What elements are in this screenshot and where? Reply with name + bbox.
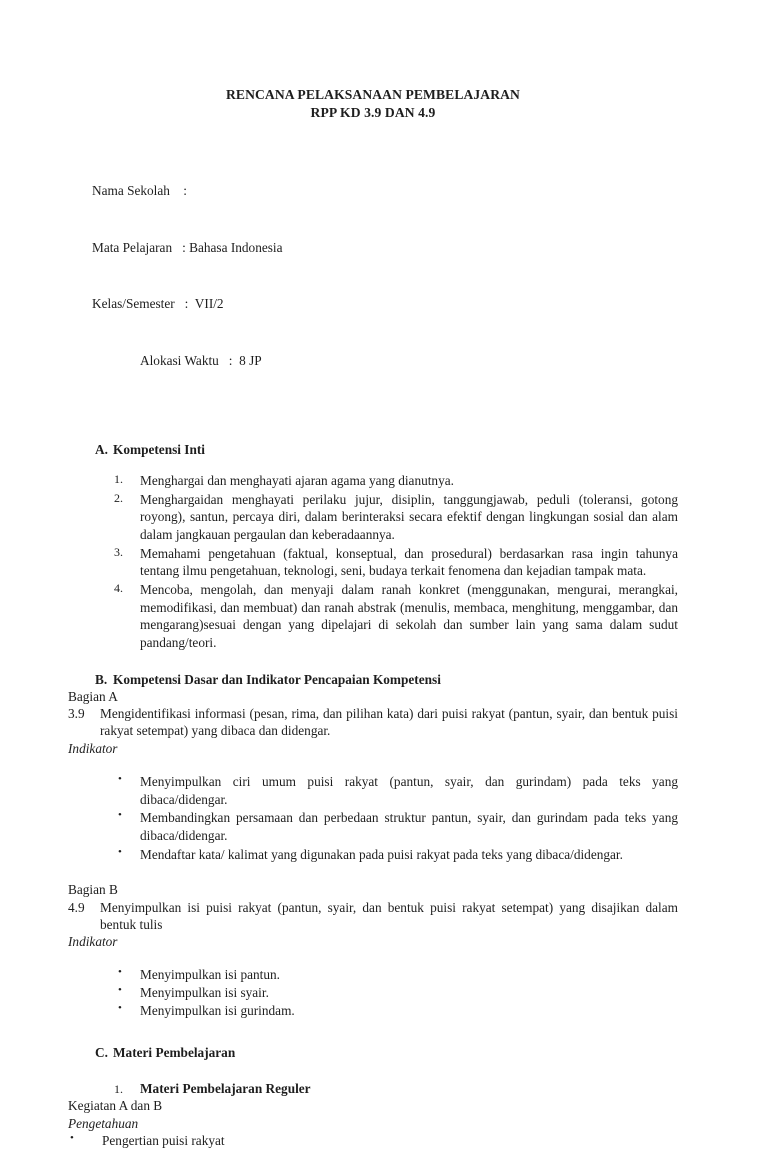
list-item-text: Menyimpulkan isi gurindam. [140, 1002, 295, 1018]
list-item-text: Menyimpulkan isi syair. [140, 985, 269, 1001]
list-item-text: Menghargai dan menghayati ajaran agama yang dianutnya. [140, 472, 454, 488]
kd-text: Menyimpulkan isi puisi rakyat (pantun, syair, dan bentuk puisi rakyat setempat) yang disajikan dalam bentuk tulis [100, 899, 678, 932]
kd-bagian-b [68, 899, 678, 934]
lesson-meta-block [68, 144, 678, 408]
list-item-text: Menghargaidan menghayati perilaku jujur, disiplin, tanggungjawab, peduli (toleransi, gotong royong), santun, percaya diri, dalam berinteraksi secara efektif dengan lingkungan sosial dan alam dalam jangkauan pergaulan dan keberadaannya. [140, 491, 678, 542]
materi-reguler-number: 1. [114, 1081, 123, 1096]
section-letter-a: A. [95, 441, 108, 457]
kompetensi-inti-list [68, 472, 678, 652]
bullet-icon: • [118, 809, 122, 822]
kd-number: 3.9 [68, 706, 85, 722]
bullet-icon: • [118, 966, 122, 979]
list-item-text: Mencoba, mengolah, dan menyaji dalam ranah konkret (menggunakan, mengurai, merangkai, memodifikasi, dan membuat) dan ranah abstrak (menulis, membaca, menghitung, menggambar, dan mengarang)sesuai dengan yang dipelajari di sekolah dan sumber lain yang sama dalam sudut pandang/teori. [140, 581, 678, 650]
pengetahuan-label: Pengetahuan [68, 1115, 139, 1131]
section-letter-b: B. [95, 671, 108, 687]
spacer [68, 950, 678, 957]
section-title-a: Kompetensi Inti [113, 441, 205, 457]
section-heading-a [68, 441, 678, 458]
list-item-text: Menyimpulkan ciri umum puisi rakyat (pantun, syair, dan gurindam) pada teks yang dibaca/didengar. [140, 774, 678, 807]
bullet-icon: • [118, 984, 122, 997]
bullet-icon: • [118, 1001, 122, 1014]
meta-mata-pelajaran: Mata Pelajaran : Bahasa Indonesia [92, 239, 283, 255]
section-heading-b [68, 671, 678, 688]
list-item-text: Membandingkan persamaan dan perbedaan struktur pantun, syair, dan gurindam pada teks yang dibaca/didengar. [140, 810, 678, 844]
section-heading-c [68, 1044, 678, 1061]
meta-nama-sekolah: Nama Sekolah : [92, 183, 187, 199]
list-item [68, 1002, 678, 1020]
kd-bagian-a [68, 705, 678, 740]
list-item-number: 3. [114, 544, 123, 559]
materi-reguler-title: Materi Pembelajaran Reguler [140, 1080, 311, 1096]
list-item-text: Memahami pengetahuan (faktual, konseptual, dan prosedural) berdasarkan rasa ingin tahunya tentang ilmu pengetahuan, teknologi, seni, budaya terkait fenomena dan kejadian tampak mata. [140, 545, 678, 579]
bullet-icon: • [118, 773, 122, 785]
list-item [68, 809, 678, 844]
bagian-a-label: Bagian A [68, 688, 118, 704]
list-item-number: 2. [114, 490, 123, 505]
document-title-main: RENCANA PELAKSANAAN PEMBELAJARAN [226, 87, 520, 102]
list-item [68, 472, 678, 490]
meta-alokasi-waktu: Alokasi Waktu : 8 JP [140, 352, 262, 368]
list-item [68, 966, 678, 984]
list-item-text: Menyimpulkan isi pantun. [140, 967, 280, 983]
bagian-b-label: Bagian B [68, 882, 118, 898]
list-item [68, 545, 678, 580]
list-item [68, 984, 678, 1002]
indikator-label-b: Indikator [68, 934, 118, 950]
spacer [68, 757, 678, 764]
list-item-number: 1. [114, 471, 123, 486]
list-item [68, 773, 678, 808]
bullet-icon: • [118, 845, 122, 858]
list-item [68, 846, 678, 864]
list-item [68, 581, 678, 652]
kegiatan-label: Kegiatan A dan B [68, 1098, 163, 1114]
indikator-label-a: Indikator [68, 740, 118, 756]
section-title-b: Kompetensi Dasar dan Indikator Pencapaian Kompetensi [113, 671, 441, 687]
kd-text: Mengidentifikasi informasi (pesan, rima, dan pilihan kata) dari puisi rakyat (pantun, syair, dan bentuk puisi rakyat setempat) yang dibaca dan didengar. [100, 706, 678, 739]
meta-kelas-semester: Kelas/Semester : VII/2 [92, 296, 224, 312]
document-title-sub: RPP KD 3.9 DAN 4.9 [310, 104, 436, 120]
list-item-text: Mendaftar kata/ kalimat yang digunakan pada puisi rakyat pada teks yang dibaca/didengar. [140, 846, 623, 862]
section-title-c: Materi Pembelajaran [113, 1044, 236, 1060]
document-title-block [68, 86, 678, 121]
bullet-icon: • [70, 1131, 74, 1144]
indikator-list-a [68, 773, 678, 863]
indikator-list-b [68, 966, 678, 1019]
list-item [68, 491, 678, 544]
pengetahuan-list [68, 1132, 678, 1150]
list-item-text: Pengertian puisi rakyat [102, 1132, 225, 1148]
list-item-number: 4. [114, 580, 123, 595]
list-item [68, 1132, 678, 1150]
kd-number: 4.9 [68, 899, 85, 915]
spacer [68, 864, 678, 881]
section-letter-c: C. [95, 1044, 108, 1060]
document-content [68, 86, 678, 1150]
materi-reguler-heading [68, 1080, 678, 1098]
